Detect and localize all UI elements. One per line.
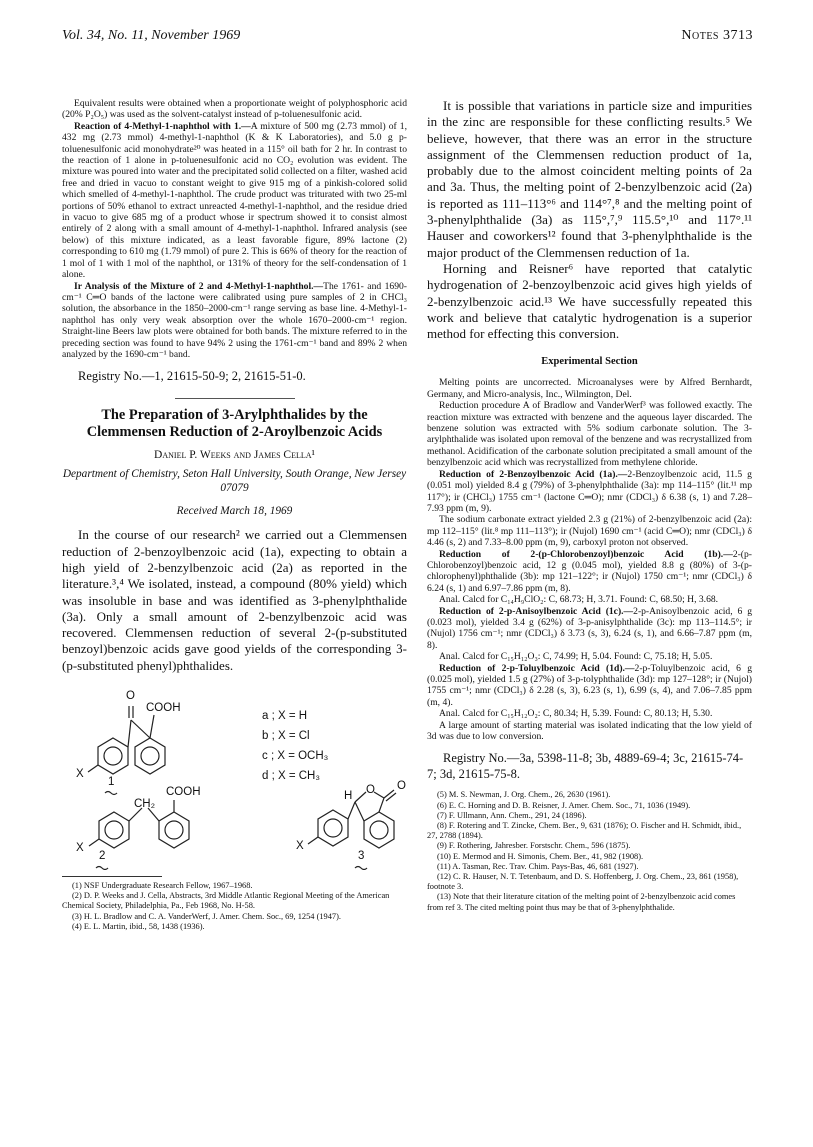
tilde-1: [105, 792, 117, 795]
footnote: (2) D. P. Weeks and J. Cella, Abstracts, 3rd Middle Atlantic Regional Meeting of the American Chemical Society, Philadelphia, Pa., Feb 1968, No. H-58.: [62, 891, 390, 911]
lactone-bond-3: [374, 792, 384, 798]
footnote: (7) F. Ullmann, Ann. Chem., 291, 24 (1896).: [437, 810, 587, 820]
benzene-ring-1a: [98, 738, 128, 774]
substituent-a: a ; X = H: [262, 710, 308, 723]
cooh-label-2: COOH: [166, 786, 201, 799]
reaction-text: A mixture of 500 mg (2.73 mmol) of 1, 432 mg (2.73 mmol) 4-methyl-1-naphthol (K & K Laboratories), and 5.0 g p-toluenesulfonic acid monohydrate²⁰ was heated in a 115° oil bath for 2 hr. In contrast to the reaction of 1 alone in p-toluenesulfonic acid no CO₂ evolution was evident. The mixture was poured into water and the precipitated solid collected on a filter, washed acid free and dried in vacuo to constant weight to give 915 mg of a pinkish-colored solid which smelled of 4-methyl-1-naphthol. The crude product was triturated with two 25-ml portions of 50% ethanol to extract unreacted 4-methyl-1-naphthol, and the residue dried in vacuo to give 685 mg of a product whose ir spectrum showed it to consist almost entirely of 2 along with a small amount of 4-methyl-1-naphthol. Infrared analysis (see below) of this mixture indicated, as a least favorable figure, 89% lactone (2) corresponding to 610 mg (1.79 mmol) of pure 2. This is 66% of theory for the reaction of 1 mol of 1 with 1 mol of the naphthol, or 131% of theory for the self-condensation of 1 alone.: [62, 120, 407, 281]
lactone-bond-1: [348, 802, 355, 819]
running-header-left: Vol. 34, No. 11, November 1969: [62, 28, 241, 43]
carbonyl-bond-2: [131, 720, 150, 738]
x-bond-3: [308, 837, 318, 844]
analysis-1b: Anal. Calcd for C₁₄H₉ClO₂: C, 68.73; H, 3.71. Found: C, 68.50; H, 3.68.: [439, 594, 719, 606]
chemical-structures: [62, 680, 407, 870]
x-bond-1: [88, 765, 98, 772]
registry-numbers-left: Registry No.—1, 21615-50-9; 2, 21615-51-0.: [78, 369, 306, 384]
x-label-2: X: [76, 842, 84, 855]
ir-text: The 1761- and 1690-cm⁻¹ C═O bands of the lactone were calibrated using pure samples of 2 in CHCl₃ solution, the absorbance in the 1850–2000-cm⁻¹ range serving as base line. 4-Methyl-1-naphthol has only very weak absorption over the whole 1670–2000-cm⁻¹ region. Straight-line Beers law plots were obtained for both bands. The mixture referred to in the preceding section was found to have 94% 2 using the 1761-cm⁻¹ band and 89% 2 when analyzed by the 1690-cm⁻¹ band.: [62, 280, 407, 360]
registry-numbers-right: Registry No.—3a, 5398-11-8; 3b, 4889-69-4; 3c, 21615-74-7; 3d, 21615-75-8.: [427, 751, 744, 782]
substituent-d: d ; X = CH₃: [262, 770, 321, 783]
ring-circle-2a: [105, 821, 123, 839]
footnote: (10) E. Mermod and H. Simonis, Chem. Ber., 41, 982 (1908).: [437, 851, 644, 861]
closing-note: A large amount of starting material was isolated indicating that the low yield of 3d was due to low conversion.: [427, 719, 752, 743]
benzene-ring-1b: [135, 738, 165, 774]
x-bond-2: [89, 839, 99, 846]
procedure-1c: [427, 606, 752, 652]
x-label-1: X: [76, 768, 84, 781]
ir-heading: Ir Analysis of the Mixture of 2 and 4-Methyl-1-naphthol.—: [74, 280, 324, 292]
ir-paragraph: [62, 281, 407, 361]
footnote: (6) E. C. Horning and D. B. Reisner, J. Amer. Chem. Soc., 71, 1036 (1949).: [437, 800, 691, 810]
benzene-ring-3b: [364, 812, 394, 848]
footnotes-right: [427, 790, 752, 912]
substituent-c: c ; X = OCH₃: [262, 750, 329, 763]
benzene-ring-2b: [159, 812, 189, 848]
analysis-1c: Anal. Calcd for C₁₅H₁₂O₃: C, 74.99; H, 5.04. Found: C, 75.18; H, 5.05.: [439, 651, 713, 663]
footnote: (9) F. Rothering, Jahresber. Forstschr. Chem., 596 (1875).: [437, 841, 631, 851]
h-label: H: [344, 790, 353, 803]
reaction-heading: Reaction of 4-Methyl-1-naphthol with 1.—: [74, 120, 251, 132]
experimental-section-heading: Experimental Section: [541, 356, 638, 368]
structure-figure: [62, 680, 407, 870]
substituent-b: b ; X = Cl: [262, 730, 310, 743]
procedure-heading: Reduction of 2-Benzoylbenzoic Acid (1a).—: [439, 468, 628, 480]
article-divider: [175, 398, 295, 399]
footnote-rule-left: [62, 876, 162, 877]
compound-number-3: 3: [358, 850, 365, 863]
footnote: (11) A. Tasman, Rec. Trav. Chim. Pays-Bas, 46, 681 (1927).: [437, 861, 639, 871]
article-title: The Preparation of 3-Arylphthalides by the Clemmensen Reduction of 2-Aroylbenzoic Acids: [86, 407, 383, 441]
lactone-co-1: [384, 790, 394, 798]
ring-circle-1b: [141, 747, 159, 765]
procedure-text: 2-Benzoylbenzoic acid, 11.5 g (0.051 mol) yielded 8.4 g (79%) of 3-phenylphthalide (3a): mp 114–115° (lit.¹¹ mp 117°); ir (CHCl₃) 1755 cm⁻¹ (lactone C═O); nmr (CDCl₃) δ 6.38 (s, 1) and 7.28–7.93 ppm (m, 9).: [427, 468, 752, 514]
lactone-bond-2: [355, 792, 366, 802]
article-body: [62, 527, 407, 674]
benzene-ring-3a: [318, 810, 348, 846]
discussion-paragraph-1: It is possible that variations in particle size and impurities in the zinc are responsible for these conflicting results.⁵ We believe, however, that there was an error in the structure assignment of the Clemmensen reduction product of 1a, probably due to the almost coincident melting points of 2a and 3a. Thus, the melting point of 2-benzylbenzoic acid (2a) is reported as 111–113°⁶ and 114°⁷,⁸ and the melting point of 3-phenylphthalide (3a) as 115°,⁷,⁹ 115.5°,¹⁰ and 117°.¹¹ Hauser and coworkers¹² found that 3-phenylphthalide is the major product of the Clemmensen reduction of 1a.: [427, 98, 752, 260]
right-column: [427, 98, 752, 913]
procedure-1a-extract: The sodium carbonate extract yielded 2.3 g (21%) of 2-benzylbenzoic acid (2a): mp 112–115° (lit.⁸ mp 111–113°); ir (Nujol) 1690 cm⁻¹ (acid C═O); nmr (CDCl₃) δ 4.46 (s, 2) and 7.33–8.00 ppm (m, 9), carboxyl proton not observed.: [427, 514, 752, 549]
procedure-text: 2-p-Toluylbenzoic acid, 6 g (0.025 mol), yielded 1.5 g (27%) of 3-p-tolyphthalide (3d): mp 127–128°; ir (Nujol) 1755 cm⁻¹; nmr (CDCl₃) δ 2.28 (s, 3), 6.23 (s, 1), 6.99 (s, 4), and 7.06–7.85 ppm (m, 4).: [427, 662, 752, 708]
lactone-co-2: [386, 793, 396, 801]
prior-article-tail: [62, 98, 407, 360]
discussion-paragraph-2: Horning and Reisner⁶ have reported that catalytic hydrogenation of 2-benzoylbenzoic acid gives high yields of 2-benzylbenzoic acid.¹³ We have successfully repeated this work and believe that catalytic hydrogenation is a superior method for effecting this conversion.: [427, 260, 752, 342]
procedure-1b: [427, 549, 752, 595]
body-paragraph: In the course of our research² we carried out a Clemmensen reduction of 2-benzoylbenzoic acid (1a), expecting to obtain a high yield of 2-benzylbenzoic acid (2a) as reported in the literature.³,⁴ We isolated, instead, a compound (80% yield) which was insoluble in base and was identified as 3-phenylphthalide (3a). Only a small amount of 2-benzylbenzoic acid was recovered. Clemmensen reduction of several 2-(p-substituted benzoyl)benzoic acids gave good yields of the corresponding 3-(p-substituted phenyl)phthalides.: [62, 527, 407, 673]
footnote: (8) F. Rotering and T. Zincke, Chem. Ber., 9, 631 (1876); O. Fischer and H. Schmidt, ibid., 27, 2788 (1894).: [427, 821, 742, 841]
received-date: Received March 18, 1969: [176, 505, 293, 518]
article-authors: Daniel P. Weeks and James Cella¹: [154, 449, 315, 462]
ring-circle-3a: [324, 819, 342, 837]
ring-circle-2b: [165, 821, 183, 839]
compound-number-2: 2: [99, 850, 106, 863]
ring-circle-3b: [370, 821, 388, 839]
tilde-3: [355, 867, 367, 870]
footnote: (1) NSF Undergraduate Research Fellow, 1967–1968.: [72, 881, 253, 891]
experimental-paragraph: Melting points are uncorrected. Microanalyses were by Alfred Bernhardt, Germany, and Micro-analysis, Inc., Wilmington, Del.: [427, 377, 752, 400]
lactone-o-label: O: [397, 780, 406, 793]
footnote: (12) C. R. Hauser, N. T. Tetenbaum, and D. S. Hoffenberg, J. Org. Chem., 23, 861 (1958), footnote 3.: [427, 872, 739, 892]
intro-paragraph: Equivalent results were obtained when a proportionate weight of polyphosphoric acid (20% P₂O₅) was used as the solvent-catalyst instead of p-toluenesulfonic acid.: [62, 98, 407, 121]
cooh-bond-1: [150, 715, 154, 738]
running-header-right: Notes 3713: [681, 28, 753, 43]
analysis-1d: Anal. Calcd for C₁₅H₁₂O₂: C, 80.34; H, 5.39. Found: C, 80.13; H, 5.30.: [439, 708, 713, 720]
procedure-text: 2-p-Anisoylbenzoic acid, 6 g (0.023 mol), yielded 3.4 g (62%) of 3-p-anisylphthalide (3c): mp 113–114.5°; ir (Nujol) 1756 cm⁻¹; nmr (CDCl₃) δ 3.73 (s, 3), 6.24 (s, 1), and 6.66–7.87 ppm (m, 8).: [427, 605, 752, 651]
ch2-label: CH₂: [134, 798, 156, 811]
footnote: (13) Note that their literature citation of the melting point of 2-benzylbenzoic acid comes from ref 3. The cited melting point thus may be that of 3-phenylphthalide.: [427, 892, 736, 912]
reaction-paragraph: [62, 121, 407, 281]
procedure-1a: [427, 469, 752, 515]
footnotes-left: [62, 881, 407, 932]
procedure-heading: Reduction of 2-p-Toluylbenzoic Acid (1d).—: [439, 662, 635, 674]
experimental-paragraph: Reduction procedure A of Bradlow and VanderWerf³ was followed exactly. The reaction mixture was extracted with benzene and the aqueous layer discarded. The benzene solution was extracted with 5% sodium carbonate solution. The 3-arylphthalide was isolated upon removal of the benzene and was recrystallized from methanol. Acidification of the carbonate solution precipitated a small amount of the benzylbenzoic acid which was recrystallized from methylene chloride.: [427, 400, 752, 469]
author-affiliation: Department of Chemistry, Seton Hall University, South Orange, New Jersey 07079: [62, 468, 407, 495]
footnote: (3) H. L. Bradlow and C. A. VanderWerf, J. Amer. Chem. Soc., 69, 1254 (1947).: [72, 911, 341, 921]
lactone-bond-5: [355, 802, 364, 821]
procedure-heading: Reduction of 2-p-Anisoylbenzoic Acid (1c).—: [439, 605, 634, 617]
ring-circle-1a: [104, 747, 122, 765]
experimental-section: [427, 377, 752, 742]
carbonyl-o-label: O: [126, 690, 135, 703]
x-label-3: X: [296, 840, 304, 853]
lactone-bond-4: [379, 798, 384, 812]
procedure-1d: [427, 663, 752, 709]
footnote: (5) M. S. Newman, J. Org. Chem., 26, 2630 (1961).: [437, 790, 611, 800]
tilde-2: [96, 867, 108, 870]
carbonyl-bond-1: [128, 720, 131, 747]
footnote: (4) E. L. Martin, ibid., 58, 1438 (1936).: [72, 921, 205, 931]
discussion: [427, 98, 752, 342]
compound-number-1: 1: [108, 776, 115, 789]
left-column: [62, 98, 407, 932]
procedure-heading: Reduction of 2-(p-Chlorobenzoyl)benzoic Acid (1b).—: [439, 548, 733, 560]
ring-o-label: O: [366, 784, 375, 797]
cooh-label-1: COOH: [146, 702, 181, 715]
benzene-ring-2a: [99, 812, 129, 848]
procedure-text: 2-(p-Chlorobenzoyl)benzoic acid, 12 g (0.045 mol), yielded 8.8 g (80%) of 3-(p-chlorophenyl)phthalide (3b): mp 121–122°; ir (Nujol) 1750 cm⁻¹; nmr (CDCl₃) δ 6.24 (s, 1) and 6.97–7.86 ppm (m, 8).: [427, 548, 752, 594]
